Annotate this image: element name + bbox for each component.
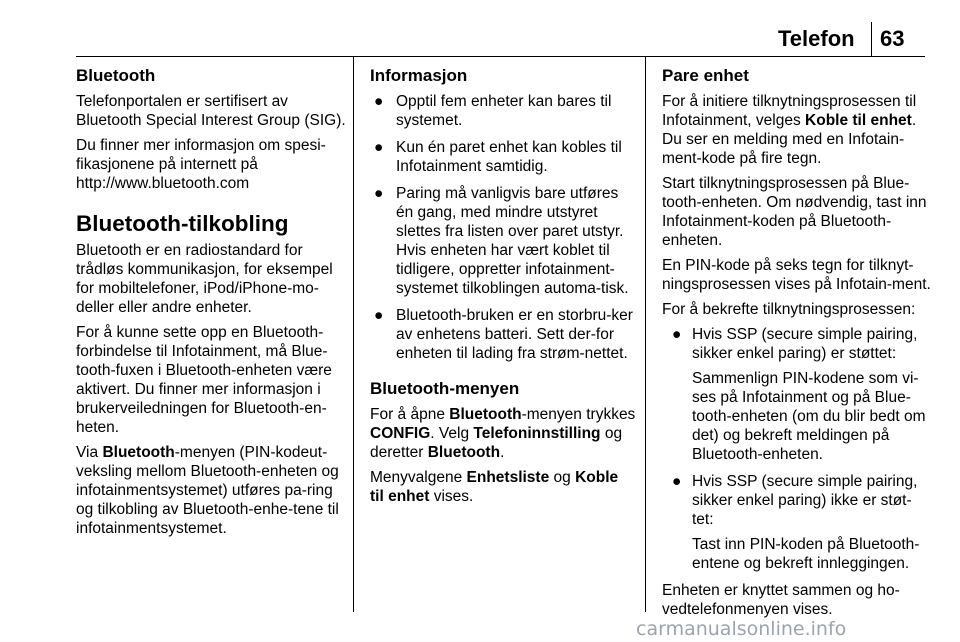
list-item — [370, 138, 636, 176]
bullet-icon: ● — [672, 473, 682, 490]
text: For å åpne — [370, 406, 450, 423]
list-item — [662, 325, 932, 464]
column-3 — [662, 66, 932, 625]
list-text: Kun én paret enhet kan kobles til Infotainment samtidig. — [396, 139, 622, 175]
list-subtext: Sammenlign PIN-kodene som vi-ses på Infotainment og på Blue-tooth-enheten (om du blir bedt om det) og bekreft meldingen på Bluetooth-enheten. — [692, 370, 926, 463]
column-divider-2 — [645, 57, 646, 612]
watermark: carmanualsonline.info — [636, 618, 847, 640]
column-1 — [76, 66, 346, 544]
column-2 — [370, 66, 636, 512]
text: . Du ser en melding med en Infotain-ment-kode på fire tegn. — [662, 112, 917, 167]
list-text: Paring må vanligvis bare utføres én gang, med mindre utstyret slettes fra listen over paret utstyr. Hvis enheten har vært koblet til tidligere, oppretter infotainment-systemet tilkoblingen automa-tisk. — [396, 185, 629, 297]
list-subtext: Tast inn PIN-koden på Bluetooth-entene og bekreft innleggingen. — [692, 536, 920, 572]
menu-term: Enhetsliste — [466, 469, 550, 486]
text: og deretter — [370, 425, 623, 461]
heading-pare-enhet: Pare enhet — [662, 66, 749, 85]
menu-term: Koble til enhet — [370, 469, 619, 505]
paragraph: Start tilknytningsprosessen på Blue-tooth-enheten. Om nødvendig, tast inn Infotainment-koden på Bluetooth-enheten. — [662, 175, 927, 249]
page-header — [0, 0, 960, 56]
paragraph — [662, 92, 932, 168]
text: . Velg — [430, 425, 474, 442]
paragraph — [76, 443, 346, 538]
text: vises. — [429, 488, 474, 505]
menu-term: Bluetooth — [449, 406, 522, 423]
text: -menyen trykkes — [521, 406, 636, 423]
paragraph: Enheten er knyttet sammen og ho-vedtelefonmenyen vises. — [662, 582, 900, 618]
paragraph: Telefonportalen er sertifisert av Bluetooth Special Interest Group (SIG). — [76, 93, 346, 129]
list-text: Opptil fem enheter kan bares til systemet. — [396, 93, 612, 129]
section-title: Telefon — [778, 26, 855, 51]
heading-bluetooth-tilkobling: Bluetooth-tilkobling — [76, 211, 289, 236]
page-number: 63 — [880, 26, 905, 51]
list-item — [370, 92, 636, 130]
header-divider — [871, 22, 872, 56]
column-divider-1 — [353, 57, 354, 612]
list-item — [370, 306, 636, 363]
menu-term: Bluetooth — [102, 444, 175, 461]
paragraph: For å kunne sette opp en Bluetooth-forbindelse til Infotainment, må Blue-tooth-fuxen i Bluetooth-enheten være aktivert. Du finner mer informasjon i brukerveiledningen for Bluetooth-en-heten. — [76, 324, 332, 436]
bullet-icon: ● — [374, 185, 384, 202]
paragraph: En PIN-kode på seks tegn for tilknyt-ningsprosessen vises på Infotain-ment. — [662, 257, 931, 293]
heading-bluetooth: Bluetooth — [76, 66, 156, 85]
list-text: Hvis SSP (secure simple pairing, sikker enkel paring) ikke er støt-tet: — [692, 473, 918, 528]
menu-term: Bluetooth — [427, 444, 501, 461]
bullet-icon: ● — [374, 139, 384, 156]
info-bullet-list — [370, 92, 636, 363]
heading-informasjon: Informasjon — [370, 66, 468, 85]
bullet-icon: ● — [672, 326, 682, 343]
list-text: Bluetooth-bruken er en storbru-ker av enhetens batteri. Sett der-for enheten til lading fra strøm-nettet. — [396, 307, 633, 362]
heading-bluetooth-menyen: Bluetooth-menyen — [370, 379, 520, 398]
menu-term: Koble til enhet — [805, 112, 912, 129]
list-item — [662, 472, 932, 573]
button-term: CONFIG — [370, 425, 431, 442]
list-item — [370, 184, 636, 298]
paragraph — [370, 468, 636, 506]
bullet-icon: ● — [374, 307, 384, 324]
list-text: Hvis SSP (secure simple pairing, sikker enkel paring) er støttet: — [692, 326, 918, 362]
text: Menyvalgene — [370, 469, 467, 486]
header-rule — [76, 56, 925, 57]
text: -menyen (PIN-kodeut-veksling mellom Bluetooth-enheten og infotainmentsystemet) utføres pa-ring og tilkobling av Bluetooth-enhe-tene til infotainmentsystemet. — [76, 444, 339, 537]
text: Via — [76, 444, 103, 461]
paragraph — [370, 405, 636, 462]
text: . — [500, 444, 505, 461]
paragraph: For å bekrefte tilknytningsprosessen: — [662, 301, 916, 318]
bullet-icon: ● — [374, 93, 384, 110]
menu-term: Telefoninnstilling — [473, 425, 601, 442]
text: og — [549, 469, 576, 486]
paragraph: Bluetooth er en radiostandard for trådløs kommunikasjon, for eksempel for mobiltelefoner, iPod/iPhone-mo-deller eller andre enheter. — [76, 242, 333, 316]
confirm-bullet-list — [662, 325, 932, 573]
paragraph: Du finner mer informasjon om spesi-fikasjonene på internett på http://www.bluetooth.com — [76, 137, 326, 192]
text: For å initiere tilknytningsprosessen til Infotainment, velges — [662, 93, 917, 129]
